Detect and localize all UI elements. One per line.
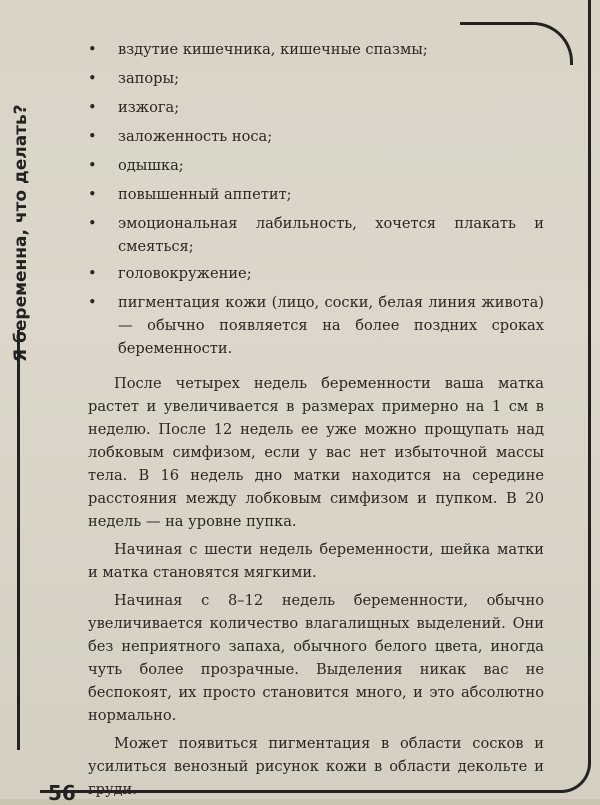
bullet-icon: • (88, 265, 97, 282)
bullet-icon: • (88, 186, 97, 203)
list-item-text: запоры; (118, 70, 180, 87)
bullet-icon: • (88, 99, 97, 116)
body-paragraph: Может появиться пигментация в области сосков и усилиться венозный рисунок кожи в области декольте и груди. (88, 735, 544, 798)
bullet-icon: • (88, 128, 97, 145)
list-item (88, 154, 544, 177)
list-item (88, 183, 544, 206)
list-item-text: повышенный аппетит; (118, 186, 292, 203)
running-head: Я беременна, что делать? (11, 104, 31, 362)
list-item (88, 291, 544, 360)
side-rule (17, 330, 20, 750)
list-item-text: головокружение; (118, 265, 252, 282)
list-item-text: заложенность носа; (118, 128, 273, 145)
page-number: 56 (48, 781, 76, 805)
bullet-icon: • (88, 41, 97, 58)
list-item (88, 38, 544, 61)
list-item (88, 125, 544, 148)
body-paragraph: После четырех недель беременности ваша матка растет и увеличивается в размерах примерно на 1 см в неделю. После 12 недель ее уже можно прощупать над лобковым симфизом, если у вас нет избыточной массы тела. В 16 недель дно матки находится на середине расстояния между лобковым симфизом и пупком. В 20 недель — на уровне пупка. (88, 375, 544, 530)
list-item-text: пигментация кожи (лицо, соски, белая линия живота) — обычно появляется на более поздних сроках беременности. (118, 294, 544, 357)
bullet-icon: • (88, 70, 97, 87)
bullet-icon: • (88, 215, 97, 232)
bullet-icon: • (88, 157, 97, 174)
body-paragraph: Начиная с 8–12 недель беременности, обычно увеличивается количество влагалищных выделений. Они без неприятного запаха, обычного белого цвета, иногда чуть более прозрачные. Выделения никак вас не беспокоят, их просто становится много, и это абсолютно нормально. (88, 592, 544, 724)
list-item-text: вздутие кишечника, кишечные спазмы; (118, 41, 428, 58)
symptom-list (88, 38, 544, 360)
list-item-text: эмоциональная лабильность, хочется плакать и смеяться; (118, 215, 544, 255)
list-item (88, 96, 544, 119)
list-item-text: изжога; (118, 99, 180, 116)
list-item (88, 212, 544, 258)
body-paragraph: Начиная с шести недель беременности, шейка матки и матка становятся мягкими. (88, 541, 544, 581)
list-item (88, 67, 544, 90)
list-item-text: одышка; (118, 157, 184, 174)
list-item (88, 262, 544, 285)
bullet-icon: • (88, 294, 97, 311)
page-content (88, 38, 544, 801)
